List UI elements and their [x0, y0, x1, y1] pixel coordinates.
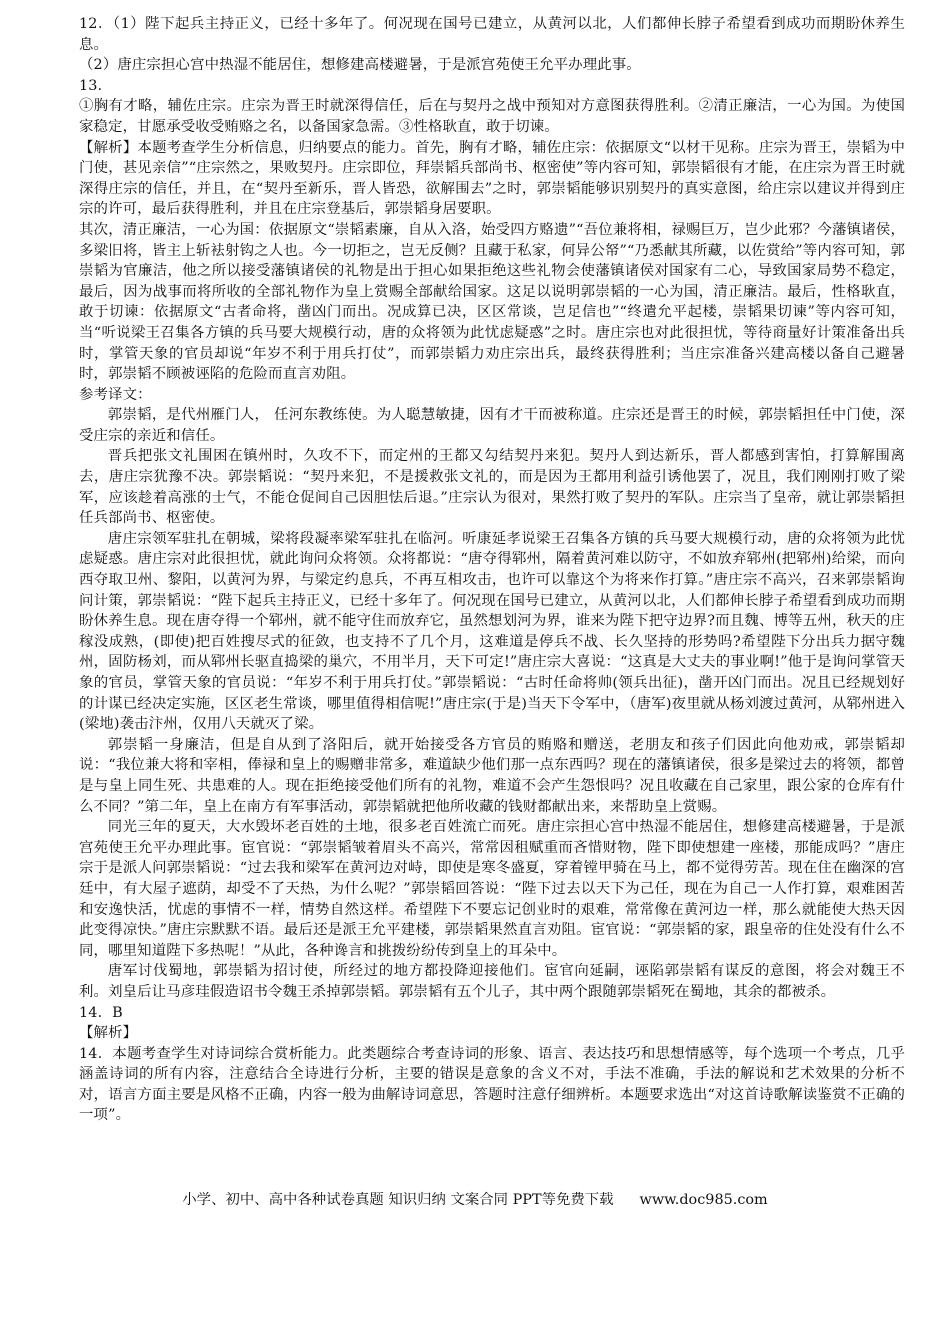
footer-site-link[interactable]: www.doc985.com — [639, 1192, 768, 1208]
answer-12-part-1: 12．（1）陛下起兵主持正义，已经十多年了。何况现在国号已建立，从黄河以北，人们都伸长脖子希望看到成功而期盼休养生息。 — [79, 16, 905, 53]
analysis-14-text: 14．本题考查学生对诗词综合赏析能力。此类题综合考查诗词的形象、语言、表达技巧和思想情感等，每个选项一个考点，几乎涵盖诗词的所有内容，注意结合全诗进行分析，主要的错误是意象的含义不对，手法不准确，手法的解说和艺术效果的分析不对，语言方面主要是风格不正确，内容一般为曲解诗词意思，答题时注意仔细辨析。本题要求选出“对这首诗歌解读鉴赏不正确的一项”。 — [79, 1045, 905, 1124]
analysis-13-second: 其次，清正廉洁，一心为国：依据原文“崇韬素廉，自从入洛，始受四方赂遗”“吾位兼将相，禄赐巨万，岂少此邪？今藩镇诸侯，多梁旧将，皆主上斩袪射钩之人也。今一切拒之，岂无反侧？且藏于私家，何异公帑”“乃悉献其所藏，以佐赏给”等内容可知，郭崇韬为官廉洁，他之所以接受藩镇诸侯的礼物是出于担心如果拒绝这些礼物会使藩镇诸侯对国家有二心，导致国家局势不稳定，最后，因为战事而将所收的全部礼物作为皇上赏赐全部献给国家。这足以说明郭崇韬的一心为国，清正廉洁。最后，性格耿直，敢于切谏：依据原文“古者命将，凿凶门而出。况成算已决，区区常谈，岂足信也”“终遣允平起楼，崇韬果切谏”等内容可知，当“听说梁王召集各方镇的兵马要大规模行动，唐的众将领为此忧虑疑惑”之时。唐庄宗也对此很担忧，等待商量好计策准备出兵时，掌管天象的官员却说“年岁不利于用兵打仗”，而郭崇韬力劝庄宗出兵，最终获得胜利；当庄宗准备兴建高楼以备自己避暑时，郭崇韬不顾被诬陷的危险而直言劝阻。 — [79, 221, 905, 383]
translation-paragraph-4: 郭崇韬一身廉洁，但是自从到了洛阳后，就开始接受各方官员的贿赂和赠送，老朋友和孩子们因此向他劝戒，郭崇韬却说：“我位兼大将和宰相，俸禄和皇上的赐赠非常多，难道缺少他们那一点东西吗？现在的藩镇诸侯，很多是梁过去的将领，都曾是与皇上同生死、共患难的人。现在拒绝接受他们所有的礼物，难道不会产生怨恨吗？况且收藏在自己家里，跟公家的仓库有什么不同？”第二年，皇上在南方有军事活动，郭崇韬就把他所收藏的钱财都献出来，来帮助皇上赏赐。 — [79, 736, 905, 815]
translation-heading: 参考译文： — [79, 386, 152, 403]
page-footer — [0, 1190, 950, 1210]
translation-paragraph-2: 晋兵把张文礼围困在镇州时，久攻不下，而定州的王都又勾结契丹来犯。契丹人到达新乐，晋人都感到害怕，打算解围离去，唐庄宗犹豫不决。郭崇韬说：“契丹来犯，不是援救张文礼的，而是因为王都用利益引诱他罢了，况且，我们刚刚打败了梁军，应该趁着高涨的士气，不能仓促间自己因胆怯后退。”庄宗认为很对，果然打败了契丹的军队。庄宗当了皇帝，就让郭崇韬担任兵部尚书、枢密使。 — [79, 448, 905, 527]
translation-paragraph-5: 同光三年的夏天，大水毁坏老百姓的土地，很多老百姓流亡而死。唐庄宗担心宫中热湿不能居住，想修建高楼避暑，于是派宫苑使王允平办理此事。宦官说：“郭崇韬皱着眉头不高兴，常常因租赋重而吝惜财物，陛下即使想建一座楼，那能成吗？”唐庄宗于是派人问郭崇韬说：“过去我和梁军在黄河边对峙，即使是寒冬盛夏，穿着镗甲骑在马上，都不觉得劳苦。现在住在幽深的宫廷中，有大屋子遮荫，却受不了天热，为什么呢？”郭崇韬回答说：“陛下过去以天下为己任，现在为自己一人作打算，艰难困苦和安逸快活，忧虑的事情不一样，情势自然这样。希望陛下不要忘记创业时的艰难，常常像在黄河边一样，那么就能使大热天因此变得凉快。”唐庄宗默默不语。最后还是派王允平建楼，郭崇韬果然直言劝阻。宦官说：“郭崇韬的家，跟皇帝的住处没有什么不同，哪里知道陛下多热呢！”从此，各种谗言和挑拨纷纷传到皇上的耳朵中。 — [79, 819, 905, 959]
footer-slogan: 小学、初中、高中各种试卷真题 知识归纳 文案合同 PPT等免费下载 — [182, 1192, 614, 1208]
answer-13-points: ①胸有才略，辅佐庄宗。庄宗为晋王时就深得信任，后在与契丹之战中预知对方意图获得胜利。②清正廉洁，一心为国。为使国家稳定，甘愿承受收受贿赂之名，以备国家急需。③性格耿直，敢于切谏。 — [79, 98, 905, 135]
analysis-14-heading: 【解析】 — [79, 1025, 138, 1042]
translation-paragraph-1: 郭崇韬，是代州雁门人， 任河东教练使。为人聪慧敏捷，因有才干而被称道。庄宗还是晋王的时候，郭崇韬担任中门使，深受庄宗的亲近和信任。 — [79, 407, 905, 444]
answer-12-part-2: （2）唐庄宗担心宫中热湿不能居住，想修建高楼避暑，于是派宫苑使王允平办理此事。 — [79, 57, 641, 74]
translation-paragraph-3: 唐庄宗领军驻扎在朝城，梁将段凝率梁军驻扎在临河。听康延孝说梁王召集各方镇的兵马要大规模行动，唐的众将领为此忧虑疑惑。唐庄宗对此很担忧，就此询问众将领。众将都说：“唐夺得郓州，隔着黄河难以防守，不如放弃郓州(把郓州)给梁，而向西夺取卫州、黎阳，以黄河为界，与梁定约息兵，不再互相攻击，也许可以靠这个为将来作打算。”唐庄宗不高兴，召来郭崇韬询问计策，郭崇韬说：“陛下起兵主持正义，已经十多年了。何况现在国号已建立，从黄河以北，人们都伸长脖子希望看到成功而期盼休养生息。现在唐夺得一个郓州，就不能守住而放弃它，虽然想划河为界，谁来为陛下把守边界?而且魏、博等五州，秋天的庄稼没成熟，(即使)把百姓搜尽式的征敛，也支持不了几个月，这难道是停兵不战、长久坚持的形势吗?希望陛下分出兵力据守魏州，固防杨刘，而从郓州长驱直捣梁的巢穴，不用半月，天下可定!”唐庄宗大喜说：“这真是大丈夫的事业啊!”他于是询问掌管天象的官员，掌管天象的官员说：“年岁不利于用兵打仗。”郭崇韬说：“古时任命将帅(领兵出征)，凿开凶门而出。况且已经规划好的计谋已经决定实施，区区老生常谈，哪里值得相信呢!”唐庄宗(于是)当天下令军中，（唐军)夜里就从杨刘渡过黄河，从郓州进入(梁地)袭击汴州，仅用八天就灭了梁。 — [79, 530, 905, 733]
question-13-number: 13． — [79, 77, 113, 94]
analysis-13-first: 【解析】本题考查学生分析信息，归纳要点的能力。首先，胸有才略，辅佐庄宗：依据原文“以材干见称。庄宗为晋王，崇韬为中门使，甚见亲信”“庄宗然之，果败契丹。庄宗即位，拜崇韬兵部尚书、枢密使”等内容可知，郭崇韬很有才能，在庄宗为晋王时就深得庄宗的信任，并且，在“契丹至新乐，晋人皆恐，欲解围去”之时，郭崇韬能够识别契丹的真实意图，给庄宗以建议并得到庄宗的许可，最后获得胜利，并且在庄宗登基后，郭崇韬身居要职。 — [79, 139, 905, 218]
answer-14: 14．B — [79, 1004, 123, 1021]
document-body — [79, 14, 905, 1126]
translation-paragraph-6: 唐军讨伐蜀地，郭崇韬为招讨使，所经过的地方都投降迎接他们。宦官向延嗣，诬陷郭崇韬有谋反的意图，将会对魏王不利。刘皇后让马彦珪假造诏书令魏王杀掉郭崇韬。郭崇韬有五个儿子，其中两个跟随郭崇韬死在蜀地，其余的都被杀。 — [79, 963, 905, 1000]
